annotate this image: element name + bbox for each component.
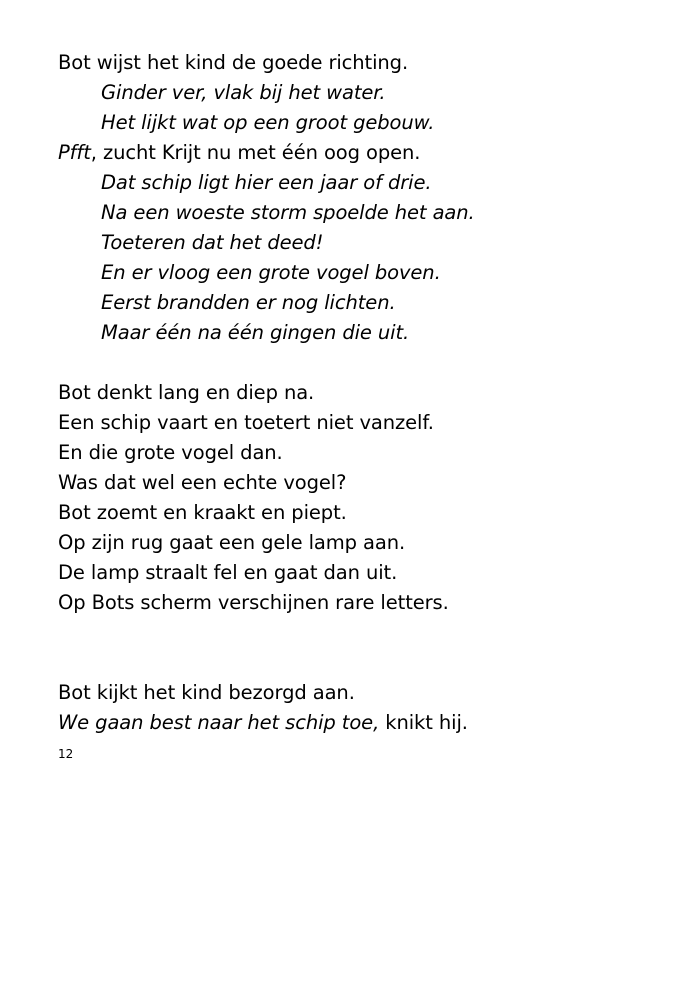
stanza-2 [58, 378, 678, 618]
text-line [58, 708, 678, 738]
stanza-spacer [58, 348, 678, 378]
text-fragment: , zucht Krijt nu met één oog open. [90, 141, 421, 164]
text-line: Op zijn rug gaat een gele lamp aan. [58, 531, 406, 554]
dialogue-line: En er vloog een grote vogel boven. [101, 261, 441, 284]
text-line: Bot wijst het kind de goede richting. [58, 51, 409, 74]
dialogue-line: Het lijkt wat op een groot gebouw. [101, 111, 435, 134]
text-line: Op Bots scherm verschijnen rare letters. [58, 591, 449, 614]
text-line: Een schip vaart en toetert niet vanzelf. [58, 411, 434, 434]
text-line [58, 138, 678, 168]
dialogue-fragment: We gaan best naar het schip toe, [58, 711, 380, 734]
page-number: 12 [58, 747, 74, 761]
exclamation: Pfft [58, 141, 91, 164]
page-body [58, 48, 678, 762]
text-line: Bot denkt lang en diep na. [58, 381, 315, 404]
dialogue-line: Dat schip ligt hier een jaar of drie. [101, 171, 432, 194]
stanza-spacer [58, 618, 678, 678]
stanza-3 [58, 678, 678, 738]
text-line: Bot kijkt het kind bezorgd aan. [58, 681, 355, 704]
dialogue-line: Toeteren dat het deed! [101, 231, 324, 254]
text-line: Bot zoemt en kraakt en piept. [58, 501, 347, 524]
text-line: En die grote vogel dan. [58, 441, 283, 464]
dialogue-line: Maar één na één gingen die uit. [101, 321, 410, 344]
dialogue-line: Eerst brandden er nog lichten. [101, 291, 396, 314]
dialogue-line: Na een woeste storm spoelde het aan. [101, 201, 475, 224]
stanza-1 [58, 48, 678, 348]
text-line: Was dat wel een echte vogel? [58, 471, 347, 494]
text-fragment: knikt hij. [379, 711, 468, 734]
dialogue-line: Ginder ver, vlak bij het water. [101, 81, 386, 104]
text-line: De lamp straalt fel en gaat dan uit. [58, 561, 398, 584]
